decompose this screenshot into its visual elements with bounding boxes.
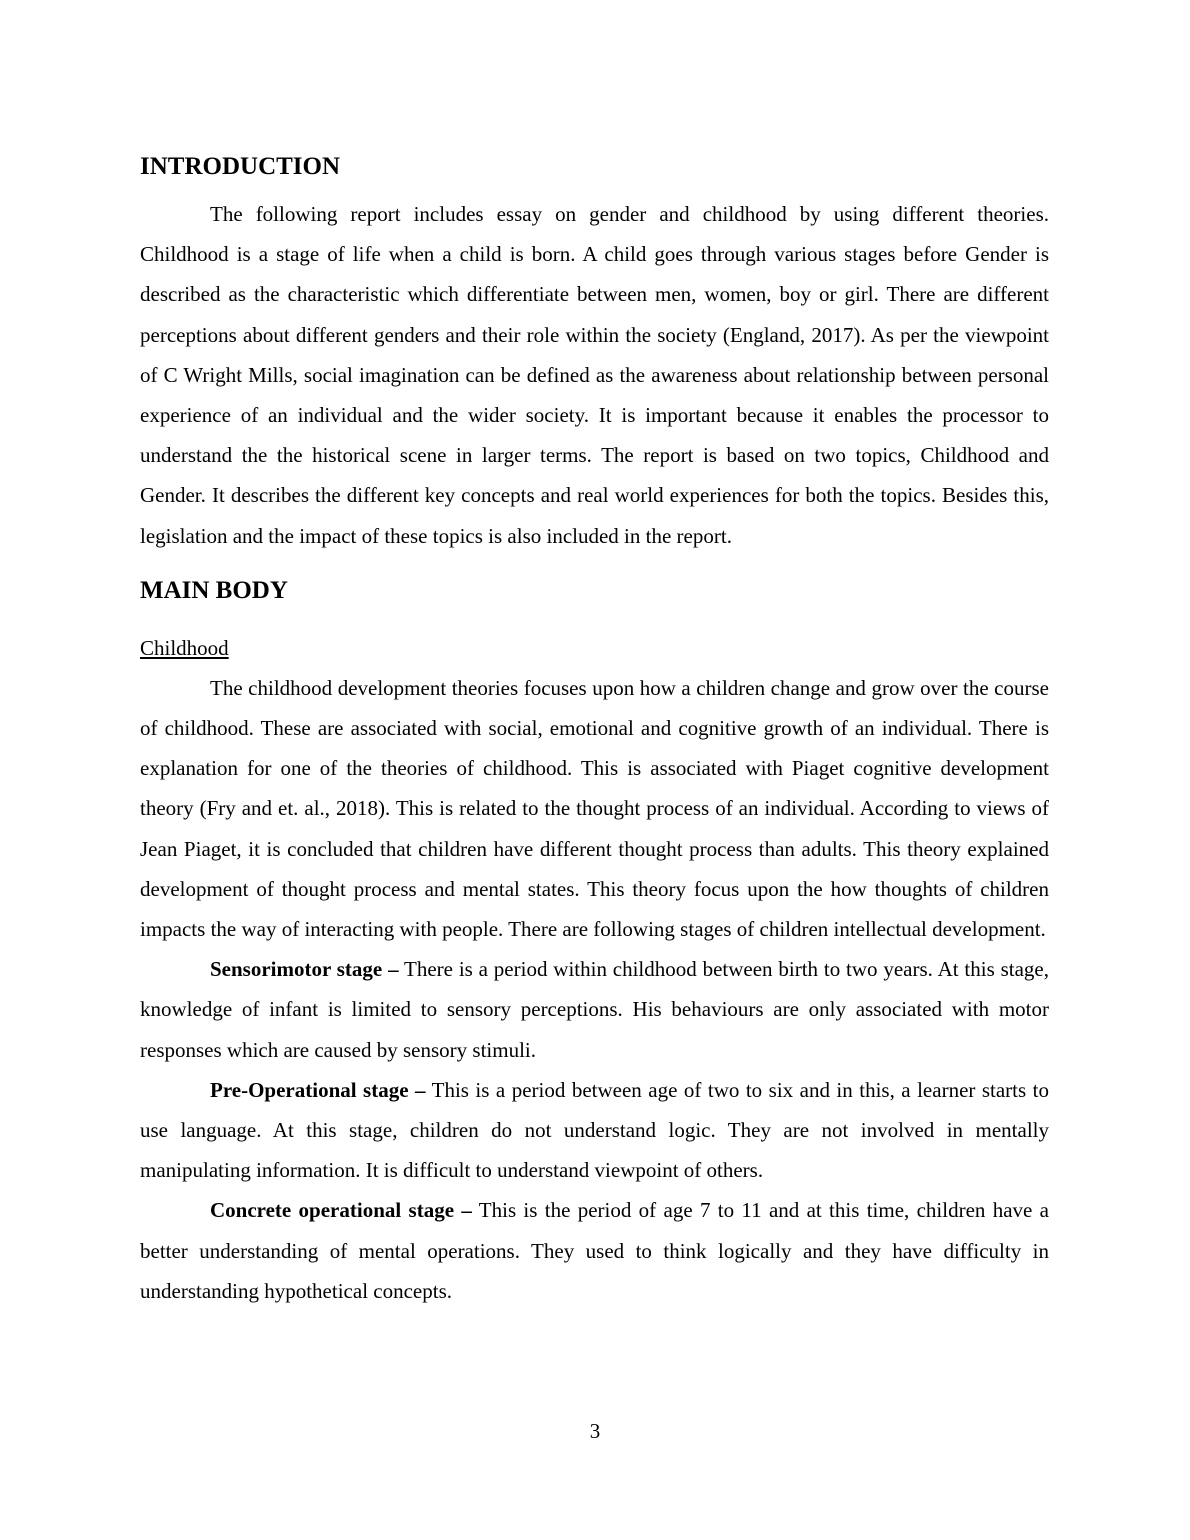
stage-text: This is a period between age of two to six and in this, a learner starts to use language. At this stage, children do not understand logic. They are not involved in mentally manipulating information. It is difficult to understand viewpoint of others. (140, 1077, 1049, 1183)
stage-paragraph-concrete-operational (140, 1190, 1049, 1311)
document-page (140, 150, 1049, 1311)
childhood-subheading: Childhood (140, 635, 229, 660)
stage-text: This is the period of age 7 to 11 and at this time, children have a better understanding of mental operations. They used to think logically and they have difficulty in understanding hypothetical concepts. (140, 1198, 1049, 1303)
introduction-heading: INTRODUCTION (140, 153, 341, 180)
childhood-paragraph: The childhood development theories focuses upon how a children change and grow over the course of childhood. These are associated with social, emotional and cognitive growth of an individual. There is explanation for one of the theories of childhood. This is associated with Piaget cognitive development theory (Fry and et. al., 2018). This is related to the thought process of an individual. According to views of Jean Piaget, it is concluded that children have different thought process than adults. This theory explained development of thought process and mental states. This theory focus upon the how thoughts of children impacts the way of interacting with people. There are following stages of children intellectual development. (140, 675, 1049, 942)
introduction-paragraph: The following report includes essay on gender and childhood by using different theories. Childhood is a stage of life when a child is born. A child goes through various stages before Gender is described as the characteristic which differentiate between men, women, boy or girl. There are different perceptions about different genders and their role within the society (England, 2017). As per the viewpoint of C Wright Mills, social imagination can be defined as the awareness about relationship between personal experience of an individual and the wider society. It is important because it enables the processor to understand the the historical scene in larger terms. The report is based on two topics, Childhood and Gender. It describes the different key concepts and real world experiences for both the topics. Besides this, legislation and the impact of these topics is also included in the report. (140, 202, 1049, 548)
stage-title: Pre-Operational stage – (210, 1077, 426, 1102)
page-number: 3 (589, 1419, 601, 1443)
stage-paragraph-sensorimotor (140, 949, 1049, 1070)
main-body-heading: MAIN BODY (140, 576, 288, 604)
stage-text: There is a period within childhood between birth to two years. At this stage, knowledge of infant is limited to sensory perceptions. His behaviours are only associated with motor responses which are caused by sensory stimuli. (140, 957, 1049, 1062)
stage-paragraph-pre-operational (140, 1070, 1049, 1191)
stage-title: Concrete operational stage – (210, 1198, 472, 1223)
stage-title: Sensorimotor stage – (210, 957, 399, 982)
